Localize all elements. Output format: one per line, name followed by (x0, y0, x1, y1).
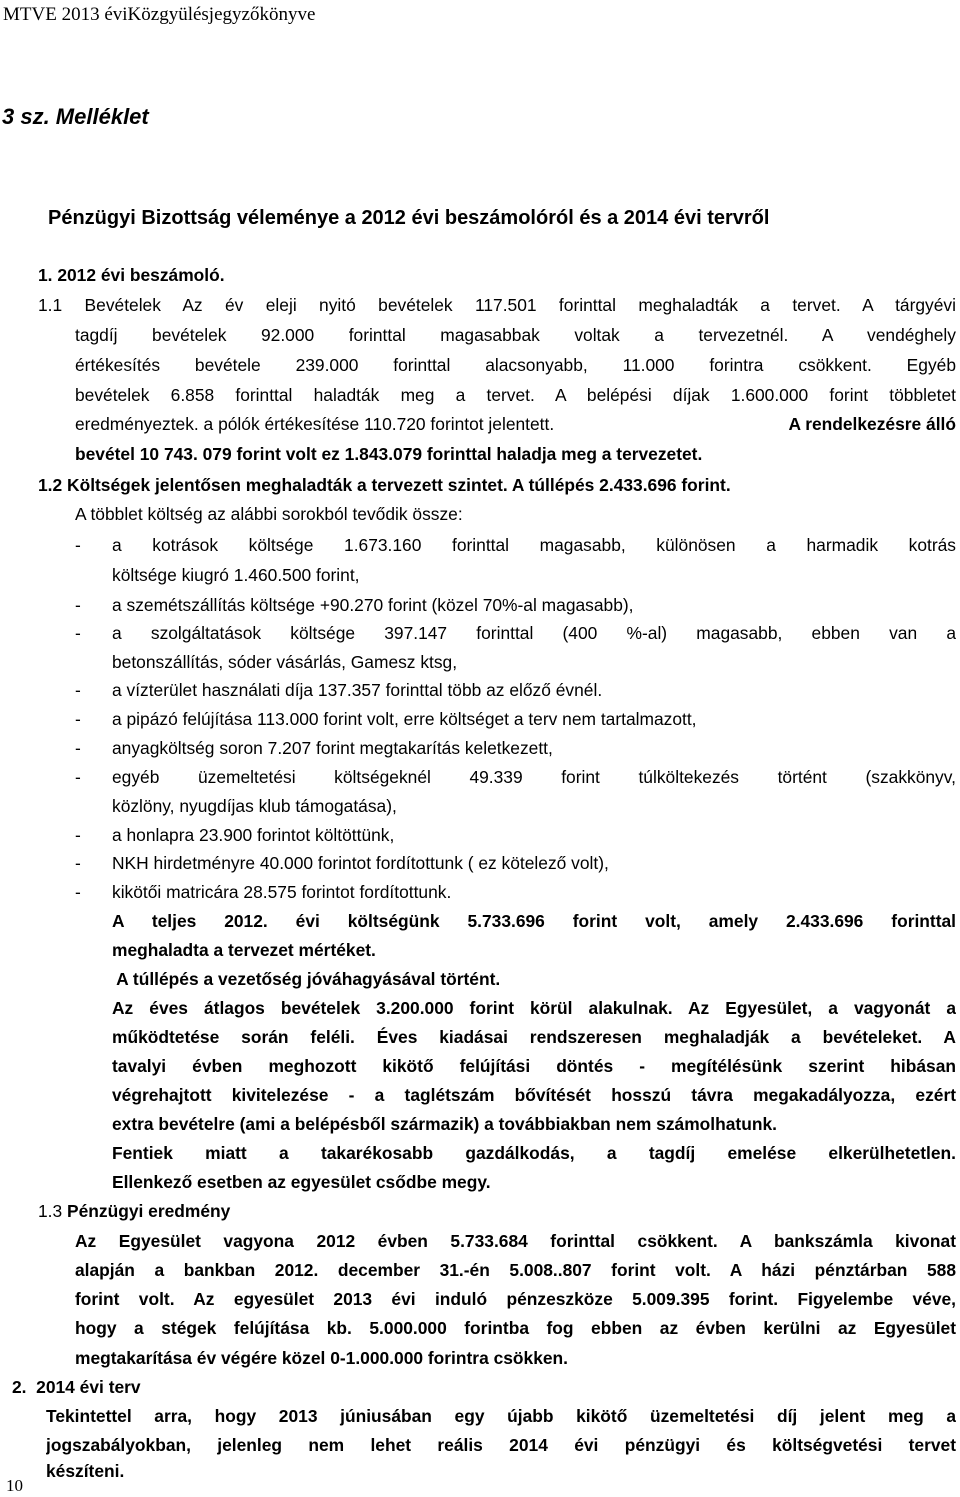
section-1-heading: 1. 2012 évi beszámoló. (38, 265, 225, 285)
s13-line-5: megtakarítása év végére közel 0-1.000.000 forintra csökken. (75, 1348, 569, 1368)
summary-line-8: extra bevételre (ami a belépésből származik) a továbbiakban nem számolhatunk. (112, 1114, 777, 1134)
s11-line-5-text: eredményeztek. a pólók értékesítése 110.720 forintot jelentett. (75, 414, 555, 434)
summary-line-7: végrehajtott kivitelezése - a taglétszám bővítését hosszú távra megakadályozza, ezért (112, 1085, 956, 1105)
cost-item-3-line-2: betonszállítás, sóder vásárlás, Gamesz ktsg, (112, 652, 458, 672)
cost-item-4-dash: - (75, 680, 81, 700)
summary-line-4: Az éves átlagos bevételek 3.200.000 forint körül alakulnak. Az Egyesület, a vagyonát a (112, 998, 956, 1018)
summary-line-10: Ellenkező esetben az egyesület csődbe megy. (112, 1172, 491, 1192)
cost-item-2-dash: - (75, 595, 81, 615)
summary-line-3: A túllépés a vezetőség jóváhagyásával történt. (112, 969, 501, 989)
cost-item-3-line-1: a szolgáltatások költsége 397.147 forinttal (400 %-al) magasabb, ebben van a (112, 623, 956, 643)
s13-line-1: Az Egyesület vagyona 2012 évben 5.733.684 forinttal csökkent. A bankszámla kivonat (75, 1231, 956, 1251)
cost-item-10-dash: - (75, 882, 81, 902)
cost-item-5: a pipázó felújítása 113.000 forint volt, erre költséget a terv nem tartalmazott, (112, 709, 697, 729)
s13-line-4: hogy a stégek felújítása kb. 5.000.000 forintba fog ebben az évben kerülni az Egyesület (75, 1318, 956, 1338)
section-2-heading: 2. 2014 évi terv (12, 1377, 141, 1397)
s12-heading: 1.2 Költségek jelentősen meghaladták a tervezett szintet. A túllépés 2.433.696 forint. (38, 475, 731, 495)
cost-item-9: NKH hirdetményre 40.000 forintot fordítottunk ( ez kötelező volt), (112, 853, 609, 873)
cost-item-10: kikötői matricára 28.575 forintot fordítottunk. (112, 882, 452, 902)
cost-item-9-dash: - (75, 853, 81, 873)
summary-line-6: tavalyi évben meghozott kikötő felújítási döntés - megítélésünk szerint hibásan (112, 1056, 956, 1076)
cost-item-7-line-1: egyéb üzemeltetési költségeknél 49.339 forint túlköltekezés történt (szakkönyv, (112, 767, 956, 787)
summary-line-5: működtetése során feléli. Éves kiadásai rendszeresen meghaladják a bevételeket. A (112, 1027, 956, 1047)
cost-item-6-dash: - (75, 738, 81, 758)
cost-item-4: a vízterület használati díja 137.357 forinttal több az előző évnél. (112, 680, 603, 700)
document-header: MTVE 2013 éviKözgyülésjegyzőkönyve (3, 4, 316, 25)
s13-line-3: forint volt. Az egyesület 2013 évi induló pénzeszköze 5.009.395 forint. Figyelembe véve, (75, 1289, 956, 1309)
s11-line-4: bevételek 6.858 forinttal haladták meg a tervet. A belépési díjak 1.600.000 forint többletet (75, 385, 956, 405)
annex-label: 3 sz. Melléklet (2, 104, 149, 129)
s13-heading-number: 1.3 (38, 1201, 68, 1221)
document-title: Pénzügyi Bizottság véleménye a 2012 évi beszámolóról és a 2014 évi tervről (48, 207, 770, 229)
s11-line-1: 1.1 Bevételek Az év eleji nyitó bevételek 117.501 forinttal meghaladták a tervet. A tárgyévi (38, 295, 956, 315)
s2-line-1: Tekintettel arra, hogy 2013 júniusában egy újabb kikötő üzemeltetési díj jelent meg a (46, 1406, 956, 1426)
cost-item-6: anyagköltség soron 7.207 forint megtakarítás keletkezett, (112, 738, 553, 758)
cost-item-8: a honlapra 23.900 forintot költöttünk, (112, 825, 395, 845)
s11-bold-tail: A rendelkezésre álló (788, 414, 956, 434)
s13-line-2: alapján a bankban 2012. december 31.-én 5.008..807 forint volt. A házi pénztárban 588 (75, 1260, 956, 1280)
s11-line-5 (75, 411, 956, 437)
summary-line-2: meghaladta a tervezet mértéket. (112, 940, 376, 960)
s12-intro: A többlet költség az alábbi sorokból tevődik össze: (75, 504, 463, 524)
cost-item-5-dash: - (75, 709, 81, 729)
cost-item-8-dash: - (75, 825, 81, 845)
page-number: 10 (6, 1476, 23, 1495)
s2-line-2: jogszabályokban, jelenleg nem lehet reális 2014 évi pénzügyi és költségvetési tervet (46, 1435, 956, 1455)
s11-line-2: tagdíj bevételek 92.000 forinttal magasabbak voltak a tervezetnél. A vendéghely (75, 325, 956, 345)
s11-line-6: bevétel 10 743. 079 forint volt ez 1.843.079 forinttal haladja meg a tervezetet. (75, 444, 703, 464)
cost-item-7-dash: - (75, 767, 81, 787)
cost-item-7-line-2: közlöny, nyugdíjas klub támogatása), (112, 796, 397, 816)
s2-line-3: készíteni. (46, 1461, 125, 1481)
cost-item-3-dash: - (75, 623, 81, 643)
summary-line-9: Fentiek miatt a takarékosabb gazdálkodás, a tagdíj emelése elkerülhetetlen. (112, 1143, 956, 1163)
s13-heading-text: Pénzügyi eredmény (67, 1201, 231, 1221)
cost-item-2: a szemétszállítás költsége +90.270 forint (közel 70%-al magasabb), (112, 595, 634, 615)
s13-heading (38, 1198, 230, 1224)
cost-item-1-line-1: a kotrások költsége 1.673.160 forinttal magasabb, különösen a harmadik kotrás (112, 535, 956, 555)
summary-line-1: A teljes 2012. évi költségünk 5.733.696 forint volt, amely 2.433.696 forinttal (112, 911, 956, 931)
cost-item-1-dash: - (75, 535, 81, 555)
cost-item-1-line-2: költsége kiugró 1.460.500 forint, (112, 565, 360, 585)
s11-line-3: értékesítés bevétele 239.000 forinttal alacsonyabb, 11.000 forintra csökkent. Egyéb (75, 355, 956, 375)
